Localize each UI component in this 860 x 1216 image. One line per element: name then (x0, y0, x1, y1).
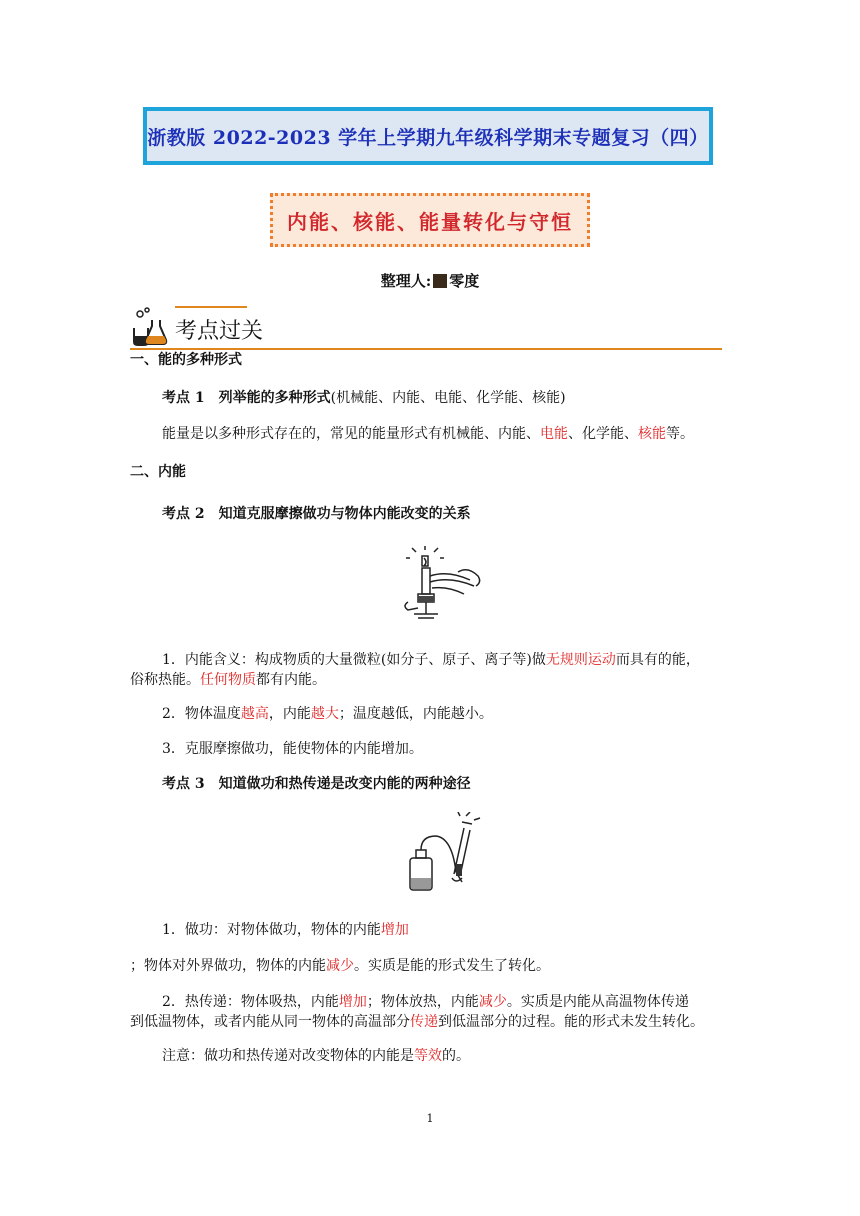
text-segment: 2．热传递：物体吸热，内能 (162, 994, 339, 1010)
text-segment: ；温度越低，内能越小。 (338, 706, 493, 722)
highlight-text: 增加 (338, 994, 367, 1010)
text-segment: 、化学能、 (568, 426, 638, 442)
highlight-text: 电能 (540, 426, 568, 442)
paragraph-2 (162, 704, 493, 724)
author-line (0, 270, 860, 291)
kaodian-1-title: 考点 1 列举能的多种形式 (162, 390, 331, 406)
text-segment: 等。 (666, 426, 694, 442)
bottle-pump-figure (406, 812, 490, 894)
text-segment: ；物体放热，内能 (366, 994, 479, 1010)
text-segment: 。实质是能的形式发生了转化。 (354, 958, 550, 974)
document-subtitle: 内能、核能、能量转化与守恒 (287, 209, 573, 234)
text-segment: ，内能 (268, 706, 311, 722)
text-segment: ；物体对外界做功，物体的内能 (130, 958, 326, 974)
work-line-2 (130, 956, 550, 976)
paragraph-1-line-2 (130, 670, 326, 690)
text-segment: 到低温物体，或者内能从同一物体的高温部分 (130, 1014, 410, 1030)
flask-icon (130, 306, 168, 346)
highlight-text: 越大 (310, 706, 339, 722)
text-segment: 注意：做功和热传递对改变物体的内能是 (162, 1048, 414, 1064)
paragraph-1-line-1 (162, 650, 700, 670)
heat-transfer-line-1 (162, 992, 689, 1012)
friction-apparatus-figure (398, 546, 488, 622)
highlight-text: 减少 (478, 994, 507, 1010)
text-segment: 都有内能。 (256, 672, 326, 688)
avatar-icon (433, 274, 447, 288)
highlight-text: 越高 (240, 706, 269, 722)
kaodian-1-paren: (机械能、内能、电能、化学能、核能) (330, 390, 566, 406)
text-segment: 1．做功：对物体做功，物体的内能 (162, 922, 381, 938)
highlight-text: 任何物质 (200, 672, 256, 688)
title-box (143, 107, 713, 165)
highlight-text: 传递 (410, 1014, 438, 1030)
document-title: 浙教版 2022-2023 学年上学期九年级科学期末专题复习（四） (147, 126, 709, 149)
section-top-rule (175, 306, 247, 308)
author-name: 零度 (449, 272, 480, 290)
paragraph-energy-forms (162, 424, 694, 444)
highlight-text: 核能 (638, 426, 666, 442)
paragraph-3: 3．克服摩擦做功，能使物体的内能增加。 (162, 741, 423, 757)
subtitle-box (270, 193, 590, 247)
section-header (130, 302, 722, 350)
kaodian-2-title: 考点 2 知道克服摩擦做功与物体内能改变的关系 (162, 506, 471, 522)
highlight-text: 减少 (326, 958, 354, 974)
heading-2: 二、内能 (130, 464, 186, 480)
page-number: 1 (426, 1112, 434, 1125)
text-segment: 。实质是内能从高温物体传递 (506, 994, 689, 1010)
highlight-text: 等效 (414, 1048, 442, 1064)
heat-transfer-line-2 (130, 1012, 704, 1032)
heading-1: 一、能的多种形式 (130, 352, 242, 368)
text-segment: 到低温部分的过程。能的形式未发生转化。 (438, 1014, 704, 1030)
work-line-1 (162, 920, 409, 940)
kaodian-3-title: 考点 3 知道做功和热传递是改变内能的两种途径 (162, 776, 471, 792)
author-label: 整理人: (380, 272, 432, 290)
text-segment: 能量是以多种形式存在的，常见的能量形式有机械能、内能、 (162, 426, 540, 442)
text-segment: 1．内能含义：构成物质的大量微粒(如分子、原子、离子等)做 (162, 652, 546, 668)
text-segment: 的。 (442, 1048, 470, 1064)
note-paragraph (162, 1046, 470, 1066)
text-segment: 俗称热能。 (130, 672, 200, 688)
text-segment: 而具有的能， (615, 652, 700, 668)
text-segment: 2．物体温度 (162, 706, 241, 722)
kaodian-1 (162, 388, 566, 408)
highlight-text: 增加 (380, 922, 409, 938)
highlight-text: 无规则运动 (545, 652, 616, 668)
section-title: 考点过关 (175, 319, 264, 344)
